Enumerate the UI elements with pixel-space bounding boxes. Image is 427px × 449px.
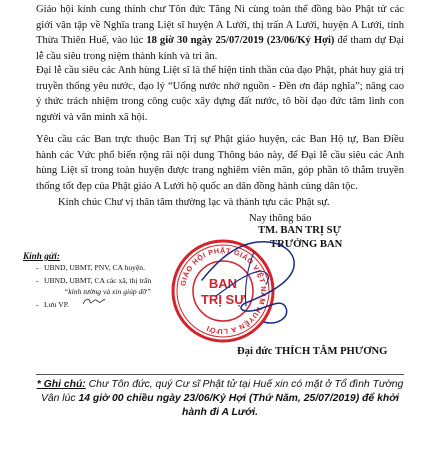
invitation-text-c: để tham dự Đại lễ cầu siêu trong niệm thành kính và tri ân. (36, 35, 405, 62)
handwritten-signature (196, 236, 306, 332)
recipient-item: Lưu VP. (44, 300, 70, 309)
initials-mark (82, 296, 106, 306)
signature-org: TM. BAN TRỊ SỰ (258, 225, 341, 236)
event-datetime: 18 giờ 30 ngày 25/07/2019 (23/06/Kỷ Hợi) (146, 35, 335, 46)
seal-ring-text: GIÁO HỘI PHẬT GIÁO VIỆT NAM HUYỆN A LƯỚI (178, 245, 269, 337)
signature-position: TRƯỞNG BAN (270, 239, 343, 250)
footnote-label: * Ghi chú: (36, 379, 86, 390)
paragraph-invitation (36, 2, 404, 64)
footnote-text: Chư Tôn đức, quý Cư sĩ Phật tử tại Huế xin có mặt ở Tổ đình Tường Vân lúc (40, 379, 404, 404)
recipients-title: Kính gửi: (23, 251, 60, 261)
separator-line (36, 374, 404, 375)
recipient-item: UBND, UBMT, PNV, CA huyện. (44, 263, 145, 272)
bullet-dash: - (36, 263, 39, 272)
footnote-bold: 14 giờ 00 chiều ngày 23/06/Kỷ Hợi (Thứ Năm, 25/07/2019) để khởi hành đi A Lưới. (78, 393, 400, 418)
bullet-dash: - (36, 300, 39, 309)
seal-line2: TRỊ SỰ (200, 292, 246, 307)
recipient-note: “kính tường và xin giúp đỡ” (64, 287, 151, 296)
invitation-text-a: Giáo hội kính cung thỉnh chư Tôn đức Tăng Ni cùng toàn thể đồng bào Phật tử các giới vân tập về Nghĩa trang Liệt sĩ huyện A Lưới, thị trấn A Lưới, huyện A Lưới, tỉnh Thừa Thiên Huế, vào lúc (36, 4, 404, 46)
bullet-dash: - (36, 276, 39, 285)
paragraph-request: Yêu cầu các Ban trực thuộc Ban Trị sự Phật giáo huyện, các Ban Hộ tự, Ban Điều hành các Vức phổ biến rộng rãi nội dung Thông báo này, để Đại lễ cầu siêu các Anh hùng Liệt sĩ trong toàn huyện được trang nghiêm viên mãn, góp phần tô thắm truyền thống tốt đẹp của Phật giáo A Lưới hộ quốc an dân đồng hành cùng dân tộc. (36, 134, 404, 192)
seal-line1: BAN (208, 276, 238, 291)
recipient-item: UBND, UBMT, CA các xã, thị trấn (44, 276, 152, 285)
paragraph-meaning: Đại lễ cầu siêu các Anh hùng Liệt sĩ là thể hiện tinh thần của đạo Phật, phát huy giá trị truyền thống yêu nước, đạo lý “Uống nước nhớ nguồn - Đền ơn đáp nghĩa”; nâng cao ý thức trách nhiệm trong công cuộc xây dựng đất nước, tô bồi đạo đức tâm linh con người và văn minh xã hội. (36, 65, 404, 123)
signatory-name: Đại đức THÍCH TÂM PHƯƠNG (237, 346, 388, 357)
paragraph-closing: Kính chúc Chư vị thân tâm thường lạc và thành tựu các Phật sự. (58, 197, 330, 208)
signature-intro: Nay thông báo (249, 213, 312, 224)
footnote (36, 378, 404, 420)
